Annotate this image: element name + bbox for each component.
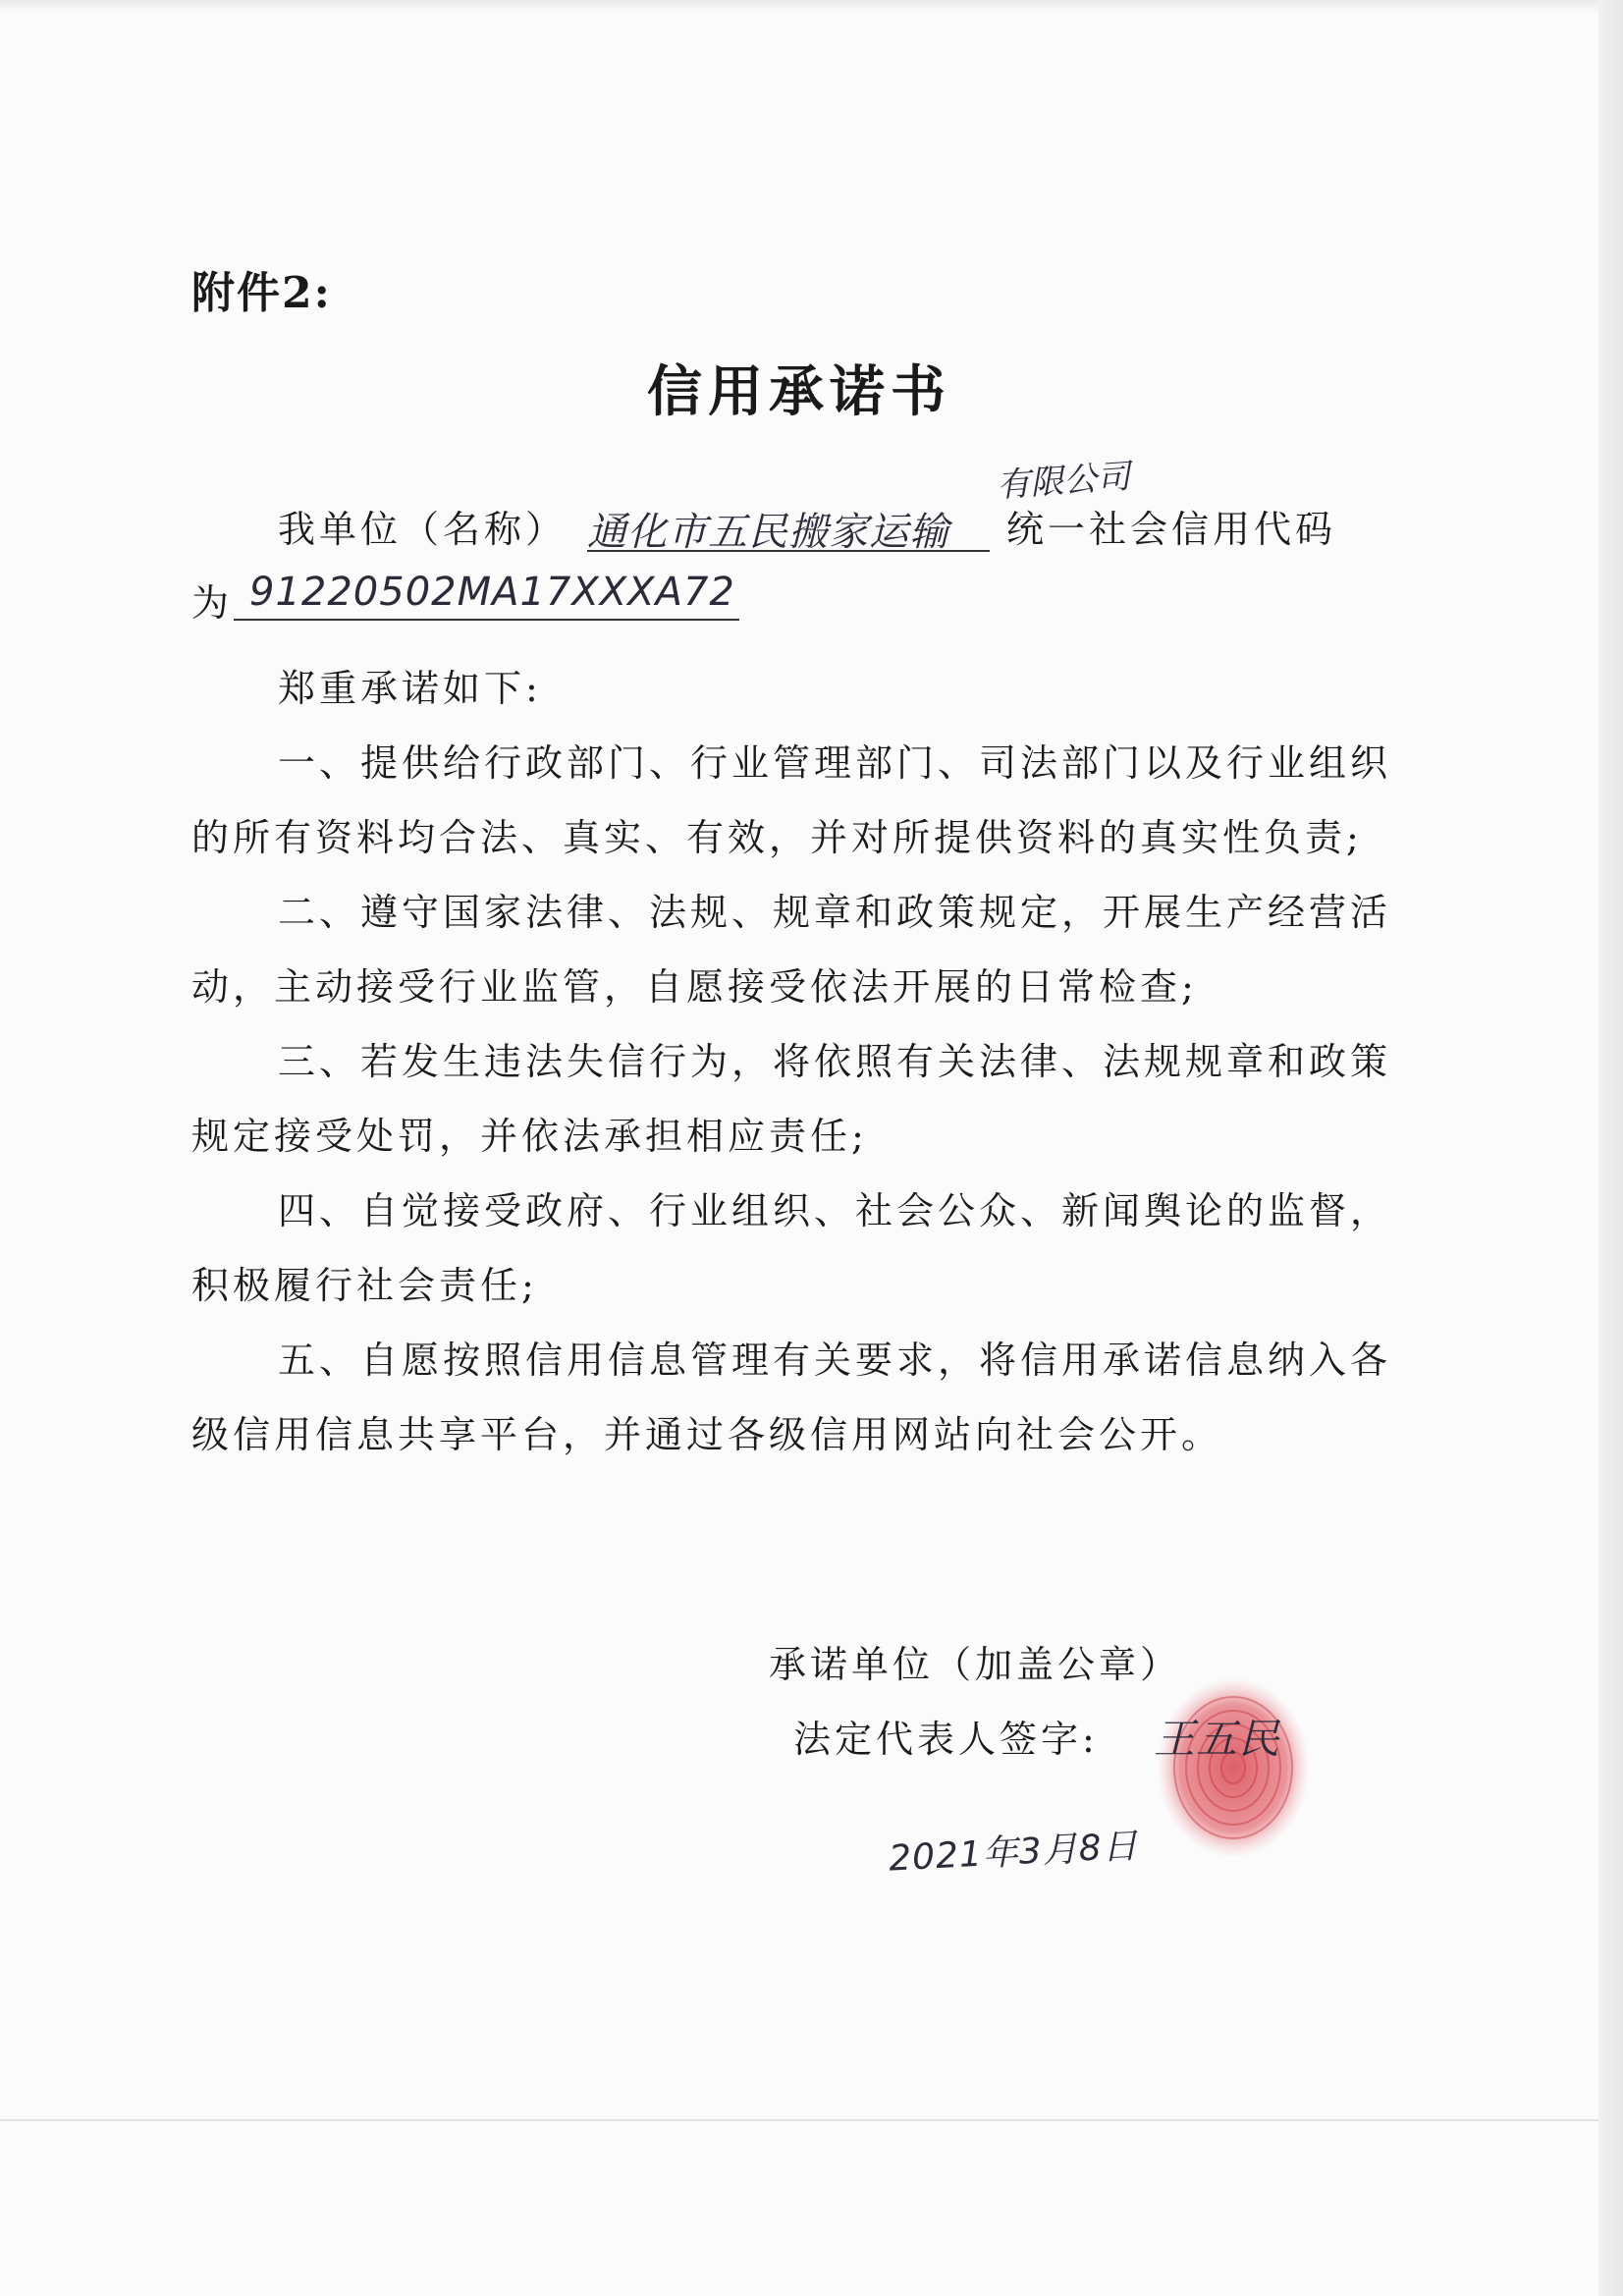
promise-item-2-line2: 动，主动接受行业监管，自愿接受依法开展的日常检查; [191,965,1198,1009]
scan-edge-right [1598,0,1623,2296]
promise-item-1-line2: 的所有资料均合法、真实、有效，并对所提供资料的真实性负责; [191,816,1363,859]
unit-name-line [278,499,567,553]
unit-name-handwritten: 通化市五民搬家运输 [587,510,949,555]
promise-item-5-line1: 五、自愿按照信用信息管理有关要求，将信用承诺信息纳入各 [278,1339,1392,1382]
scan-line [0,2119,1598,2121]
unit-name-suffix-handwritten: 有限公司 [996,457,1132,506]
signature-rep-label: 法定代表人签字: [793,1718,1099,1761]
unit-name-field [587,501,990,555]
promise-item-4-line1: 四、自觉接受政府、行业组织、社会公众、新闻舆论的监督， [278,1189,1392,1232]
signature-rep-name-handwritten: 王五民 [1154,1715,1281,1763]
promise-item-4-line2: 积极履行社会责任; [191,1264,538,1307]
promise-item-3-line1: 三、若发生违法失信行为，将依照有关法律、法规规章和政策 [278,1040,1392,1083]
signature-date-handwritten: 2021年3月8日 [888,1826,1140,1880]
promise-intro: 郑重承诺如下: [278,667,542,710]
promise-item-1-line1: 一、提供给行政部门、行业管理部门、司法部门以及行业组织 [278,741,1392,785]
credit-code-prefix: 统一社会信用代码 [1006,508,1337,551]
scan-edge-top [0,0,1623,12]
attachment-label: 附件2: [191,268,332,318]
promise-item-2-line1: 二、遵守国家法律、法规、规章和政策规定，开展生产经营活 [278,891,1392,934]
document-title: 信用承诺书 [647,359,951,424]
credit-code-field [234,570,739,621]
promise-item-3-line2: 规定接受处罚，并依法承担相应责任; [191,1115,868,1158]
credit-code-handwritten: 91220502MA17XXXA72 [249,570,735,615]
promise-item-5-line2: 级信用信息共享平台，并通过各级信用网站向社会公开。 [191,1413,1223,1456]
unit-prefix: 我单位（名称） [278,508,568,551]
signature-unit-label: 承诺单位（加盖公章） [769,1643,1182,1686]
credit-code-lead: 为 [191,581,234,625]
